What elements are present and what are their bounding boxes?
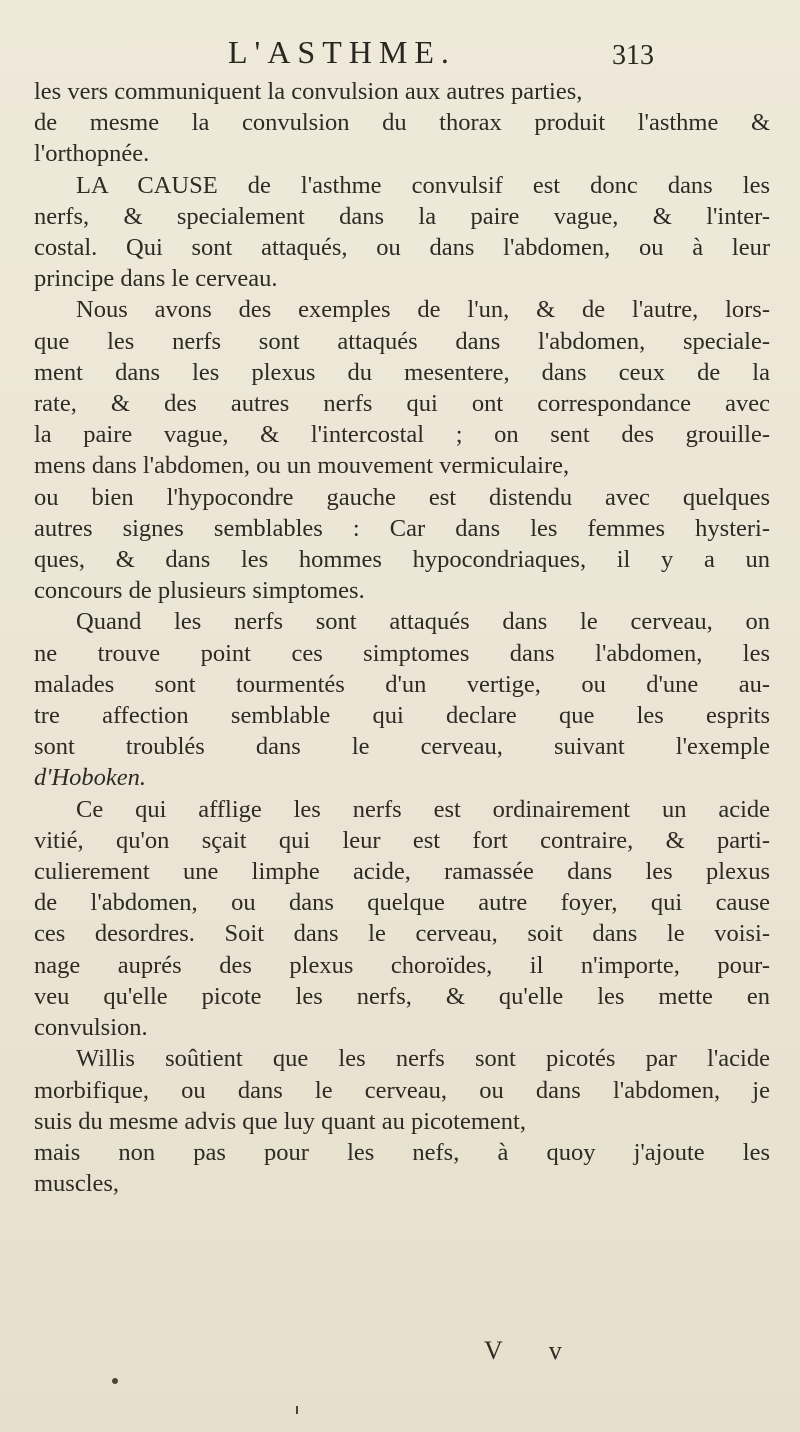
text-line: d'Hoboken. [34,764,147,792]
text-line: nerfs, & specialement dans la paire vague, & l'inter- [34,202,770,230]
text-line: rate, & des autres nerfs qui ont correspondance avec [34,390,770,418]
text-line: muscles, [34,1170,120,1198]
text-line: ces desordres. Soit dans le cerveau, soit dans le voisi- [34,920,770,948]
text-line: autres signes semblables : Car dans les femmes hysteri- [34,514,770,542]
page-number: 313 [612,40,654,71]
text-line: nage auprés des plexus choroïdes, il n'importe, pour- [34,951,770,979]
text-line: Willis soûtient que les nerfs sont picotés par l'acide [76,1045,770,1073]
signature-mark: V v [484,1336,582,1365]
text-line: vitié, qu'on sçait qui leur est fort contraire, & parti- [34,826,770,854]
text-line: culierement une limphe acide, ramassée dans les plexus [34,858,770,886]
text-line: malades sont tourmentés d'un vertige, ou d'une au- [34,670,770,698]
text-line: mens dans l'abdomen, ou un mouvement vermiculaire, [34,452,570,480]
text-line: ment dans les plexus du mesentere, dans ceux de la [34,358,770,386]
text-line: Nous avons des exemples de l'un, & de l'autre, lors- [76,296,770,324]
text-line: de mesme la convulsion du thorax produit l'asthme & [34,109,770,137]
body-text [34,76,770,1199]
text-line: ques, & dans les hommes hypocondriaques, il y a un [34,546,770,574]
page-header [0,28,800,78]
text-line: ou bien l'hypocondre gauche est distendu avec quelques [34,483,770,511]
text-line: tre affection semblable qui declare que les esprits [34,702,770,730]
text-line: LA CAUSE de l'asthme convulsif est donc dans les [76,171,770,199]
text-line: sont troublés dans le cerveau, suivant l'exemple [34,733,770,761]
text-line: que les nerfs sont attaqués dans l'abdomen, speciale- [34,327,770,355]
ink-spot [112,1378,118,1384]
text-line: la paire vague, & l'intercostal ; on sent des grouille- [34,421,770,449]
ink-tick [296,1406,298,1414]
running-title: L'ASTHME. [228,34,456,70]
text-line: morbifique, ou dans le cerveau, ou dans l'abdomen, je [34,1076,770,1104]
text-line: de l'abdomen, ou dans quelque autre foyer, qui cause [34,889,770,917]
text-line: principe dans le cerveau. [34,265,278,293]
text-line: Quand les nerfs sont attaqués dans le cerveau, on [76,608,770,636]
text-line: les vers communiquent la convulsion aux autres parties, [34,78,583,105]
text-line: Ce qui afflige les nerfs est ordinairement un acide [76,795,770,823]
text-line: concours de plusieurs simptomes. [34,577,365,605]
text-line: suis du mesme advis que luy quant au picotement, [34,1107,526,1135]
text-line: convulsion. [34,1014,148,1042]
text-line: veu qu'elle picote les nerfs, & qu'elle les mette en [34,982,770,1010]
text-line: l'orthopnée. [34,140,150,168]
text-line: mais non pas pour les nefs, à quoy j'ajoute les [34,1138,770,1166]
text-line: ne trouve point ces simptomes dans l'abdomen, les [34,639,770,667]
text-line: costal. Qui sont attaqués, ou dans l'abdomen, ou à leur [34,234,770,262]
